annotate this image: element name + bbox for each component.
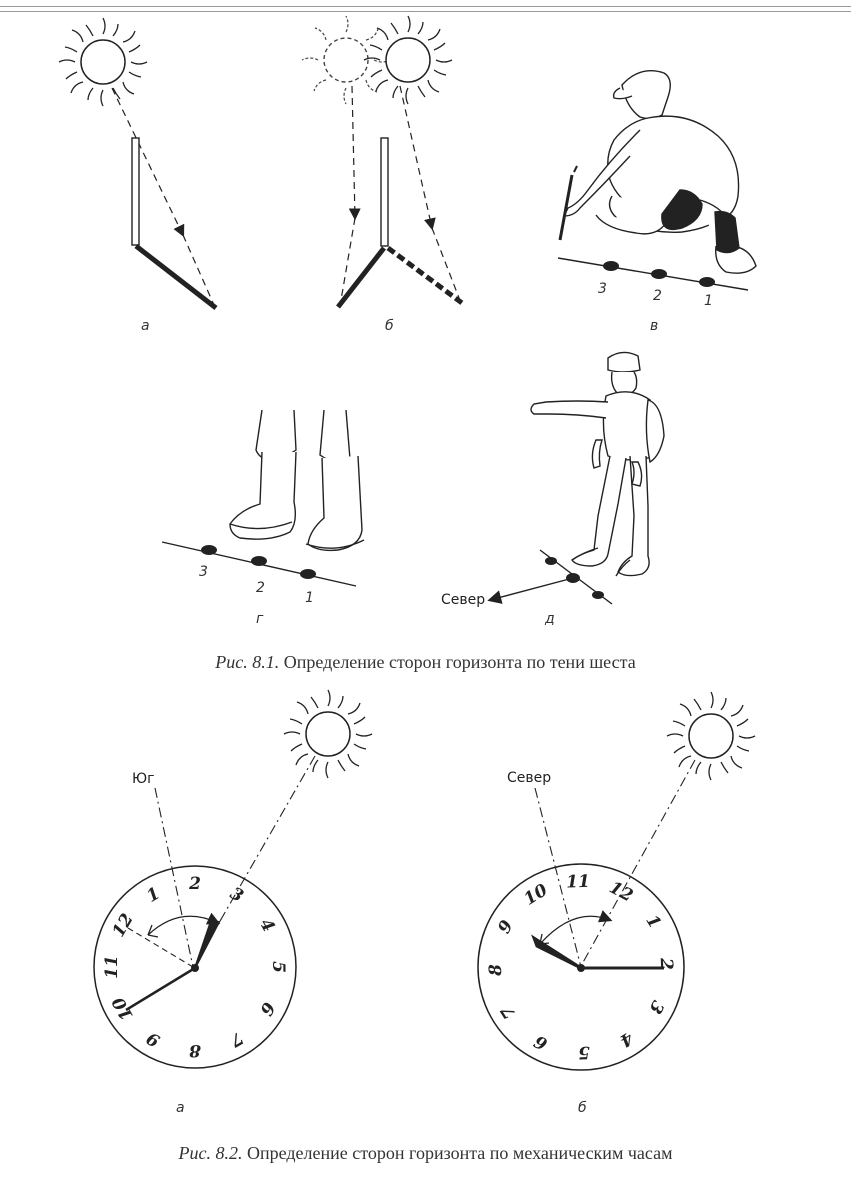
mark-label-g-1: 1 bbox=[305, 590, 314, 606]
clock-numeral-8: 8 bbox=[485, 963, 507, 977]
panel-label-g: г bbox=[256, 611, 264, 627]
clock-numeral-2: 2 bbox=[189, 874, 201, 894]
panel-label-b: б bbox=[385, 318, 394, 334]
clock-numeral-5: 5 bbox=[268, 961, 288, 973]
clock-numeral-2: 2 bbox=[655, 957, 677, 971]
sun-icon bbox=[667, 692, 755, 780]
clock-numeral-12: 12 bbox=[108, 910, 138, 941]
fig1-panel-v bbox=[558, 71, 756, 290]
north-label-fig2: Север bbox=[507, 770, 552, 786]
fig2-clock-b bbox=[478, 692, 755, 1070]
fig1-panel-b bbox=[302, 16, 462, 307]
clock-numeral-9: 9 bbox=[494, 917, 518, 937]
clock-numeral-3: 3 bbox=[644, 997, 668, 1017]
clock-numeral-7: 7 bbox=[226, 1027, 247, 1051]
fig1-panel-d bbox=[490, 352, 664, 604]
hour-hand bbox=[534, 938, 581, 968]
panel-label-v: в bbox=[650, 318, 659, 334]
sun-icon bbox=[364, 16, 452, 104]
hour-hand bbox=[195, 922, 219, 968]
clock-numeral-5: 5 bbox=[577, 1041, 591, 1063]
pole-shadow bbox=[136, 246, 216, 308]
caption-prefix: Рис. 8.1. bbox=[215, 652, 280, 672]
fig2-panel-label-a: а bbox=[176, 1100, 185, 1116]
caption-fig-8-1 bbox=[0, 652, 851, 673]
caption-prefix: Рис. 8.2. bbox=[178, 1143, 243, 1163]
clock-numeral-8: 8 bbox=[189, 1040, 201, 1060]
pole bbox=[132, 138, 139, 245]
caption-text: Определение сторон горизонта по тени шеста bbox=[279, 652, 636, 672]
clock-numeral-11: 11 bbox=[102, 955, 122, 979]
clock-numeral-12: 12 bbox=[605, 877, 637, 907]
clock-numeral-1: 1 bbox=[143, 883, 164, 907]
sun-icon bbox=[284, 690, 372, 778]
mark-label-v-3: 3 bbox=[598, 281, 607, 297]
clock-numeral-6: 6 bbox=[531, 1030, 551, 1054]
kneeling-soldier-figure bbox=[564, 71, 756, 273]
standing-soldier-figure bbox=[531, 352, 664, 576]
clock-numeral-7: 7 bbox=[497, 1001, 521, 1023]
panel-label-d: д bbox=[545, 611, 555, 627]
clock-numeral-11: 11 bbox=[565, 871, 591, 893]
minute-hand bbox=[126, 968, 195, 1010]
mark-label-v-1: 1 bbox=[704, 293, 713, 309]
caption-text: Определение сторон горизонта по механическим часам bbox=[242, 1143, 673, 1163]
clock-numeral-3: 3 bbox=[226, 883, 247, 907]
clock-numeral-10: 10 bbox=[520, 880, 552, 910]
mark-label-g-3: 3 bbox=[199, 564, 208, 580]
sun-dashed-icon bbox=[302, 16, 390, 104]
north-label-fig1: Север bbox=[441, 592, 486, 608]
clock-numeral-6: 6 bbox=[255, 998, 279, 1019]
south-label: Юг bbox=[132, 771, 155, 787]
mark-label-g-2: 2 bbox=[256, 580, 265, 596]
clock-numeral-10: 10 bbox=[108, 993, 138, 1024]
mark-label-v-2: 2 bbox=[653, 288, 662, 304]
panel-label-a: а bbox=[141, 318, 150, 334]
boots-figure bbox=[230, 410, 364, 550]
caption-fig-8-2 bbox=[0, 1143, 851, 1164]
clock-numeral-4: 4 bbox=[615, 1027, 637, 1051]
fig2-panel-label-b: б bbox=[578, 1100, 587, 1116]
clock-numeral-9: 9 bbox=[143, 1027, 164, 1051]
fig1-panel-g bbox=[162, 410, 364, 586]
fig2-clock-a bbox=[94, 690, 372, 1068]
sun-icon bbox=[59, 18, 147, 106]
clock-numeral-1: 1 bbox=[641, 911, 665, 933]
clock-numeral-4: 4 bbox=[255, 915, 279, 936]
fig1-panel-a bbox=[59, 18, 216, 308]
